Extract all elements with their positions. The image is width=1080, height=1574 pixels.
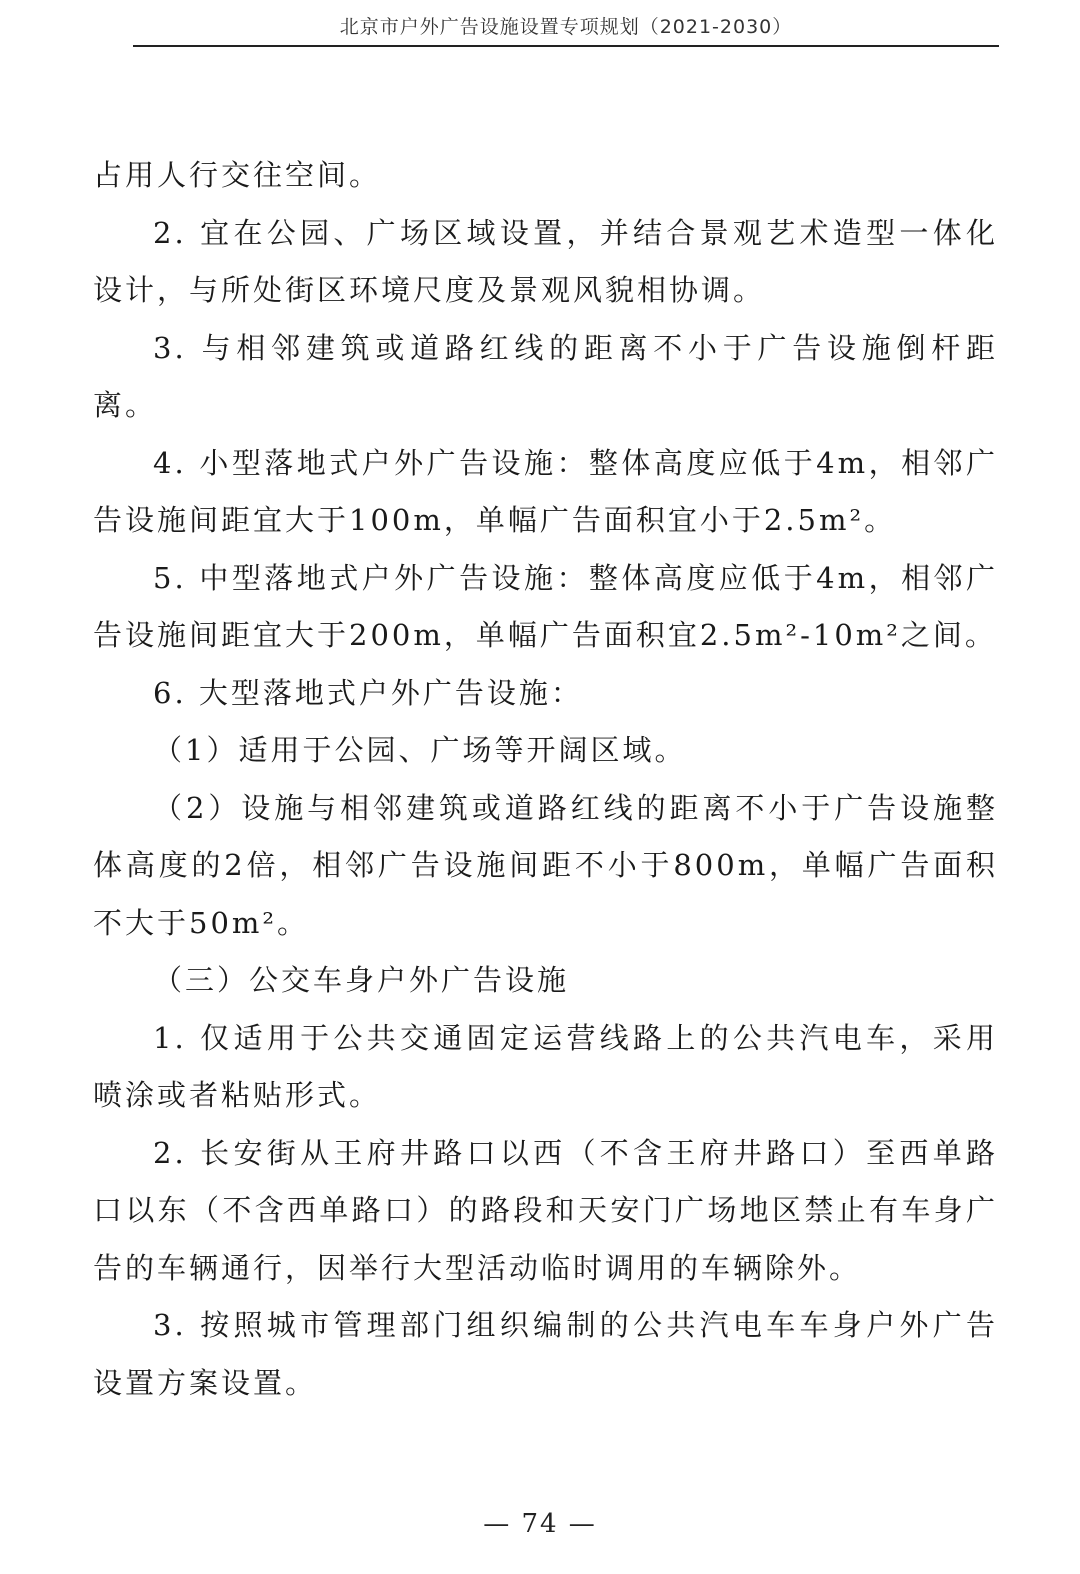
paragraph-bus-item-2: 2. 长安街从王府井路口以西（不含王府井路口）至西单路口以东（不含西单路口）的路段和天安门广场地区禁止有车身广告的车辆通行，因举行大型活动临时调用的车辆除外。 bbox=[93, 1135, 998, 1285]
page-number: — 74 — bbox=[483, 1509, 597, 1539]
paragraph-bus-item-3: 3. 按照城市管理部门组织编制的公共汽电车车身户外广告设置方案设置。 bbox=[93, 1308, 998, 1400]
paragraph-item-5: 5. 中型落地式户外广告设施：整体高度应低于4m，相邻广告设施间距宜大于200m，单幅广告面积宜2.5m²-10m²之间。 bbox=[93, 560, 998, 652]
paragraph-bus-item-1: 1. 仅适用于公共交通固定运营线路上的公共汽电车，采用喷涂或者粘贴形式。 bbox=[93, 1020, 998, 1112]
paragraph-item-4: 4. 小型落地式户外广告设施：整体高度应低于4m，相邻广告设施间距宜大于100m，单幅广告面积宜小于2.5m²。 bbox=[93, 445, 998, 537]
paragraph-continuation: 占用人行交往空间。 bbox=[93, 158, 382, 192]
paragraph-subitem-2: （2）设施与相邻建筑或道路红线的距离不小于广告设施整体高度的2倍，相邻广告设施间距不小于800m，单幅广告面积不大于50m²。 bbox=[93, 790, 998, 940]
paragraph-subitem-1: （1）适用于公园、广场等开阔区域。 bbox=[153, 733, 687, 767]
paragraph-item-3: 3. 与相邻建筑或道路红线的距离不小于广告设施倒杆距离。 bbox=[93, 330, 998, 422]
paragraph-item-6: 6. 大型落地式户外广告设施： bbox=[153, 675, 583, 710]
paragraph-item-2: 2. 宜在公园、广场区域设置，并结合景观艺术造型一体化设计，与所处街区环境尺度及景观风貌相协调。 bbox=[93, 215, 998, 307]
section-heading-bus-ads: （三）公交车身户外广告设施 bbox=[153, 963, 570, 997]
body-text bbox=[93, 147, 998, 1412]
running-header: 北京市户外广告设施设置专项规划（2021-2030） bbox=[339, 16, 793, 38]
header-divider bbox=[133, 45, 999, 47]
